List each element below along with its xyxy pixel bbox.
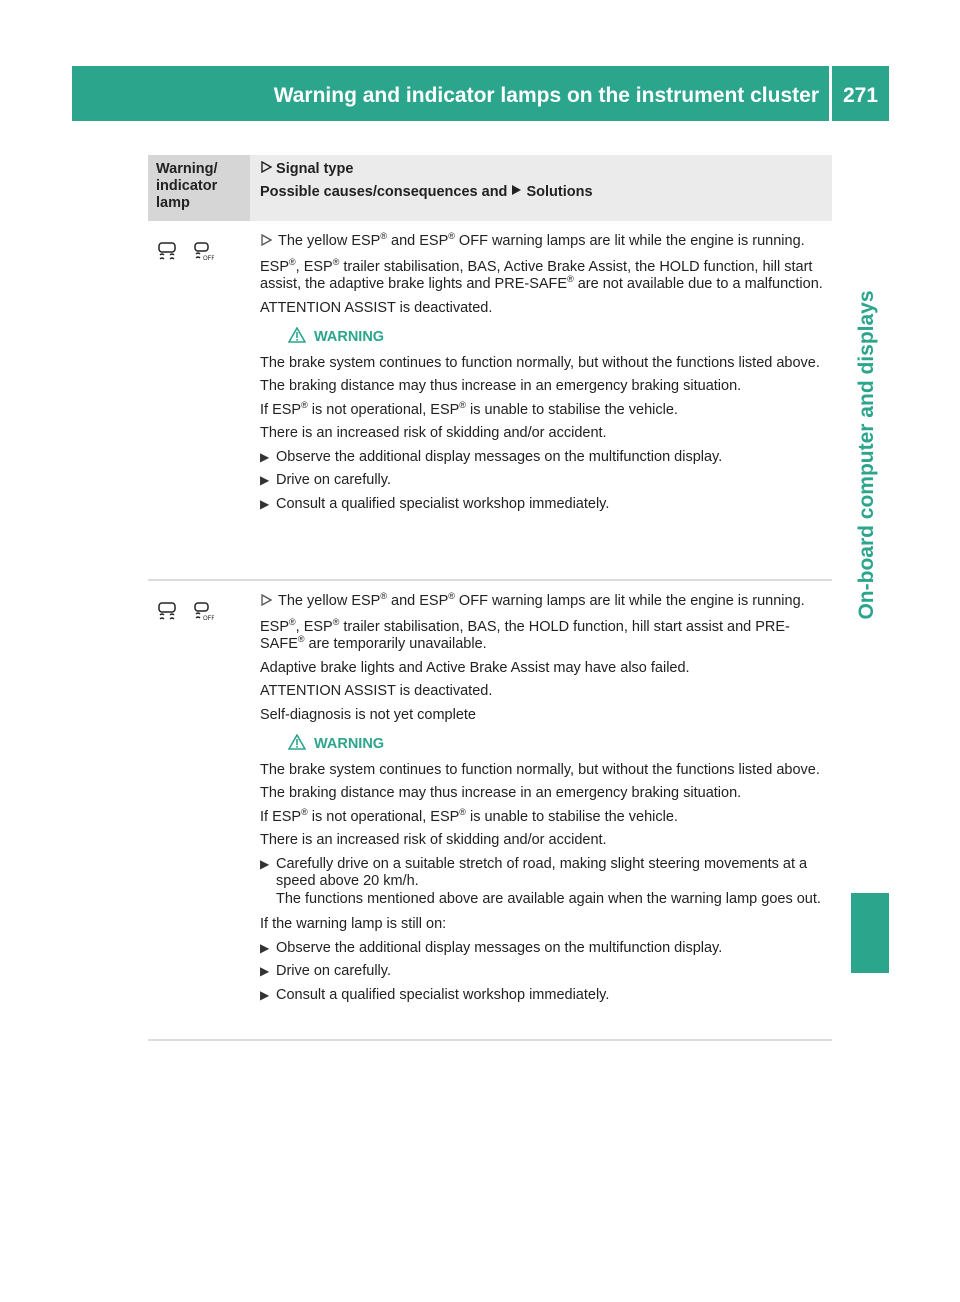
list-item <box>260 449 826 467</box>
warning-triangle-icon <box>288 734 314 756</box>
action-arrow-icon: ▶ <box>260 964 270 978</box>
list-item <box>260 963 826 981</box>
list-item <box>260 940 826 958</box>
page-header <box>72 66 889 121</box>
warning-text: If ESP® is not operational, ESP® is unable to stabilise the vehicle. <box>260 806 678 825</box>
action-text: Observe the additional display messages on the multifunction display. <box>276 939 723 956</box>
signal-triangle-icon <box>260 233 272 253</box>
action-arrow-icon <box>511 184 526 200</box>
lamp-table <box>148 155 832 1041</box>
signal-triangle-icon <box>260 161 276 177</box>
list-item <box>260 987 826 1005</box>
warning-heading <box>288 327 826 349</box>
warning-triangle-icon <box>288 327 314 349</box>
column-lamp-header: Warning/ indicator lamp <box>148 155 250 221</box>
warning-text: The brake system continues to function normally, but without the functions listed above. <box>260 354 820 371</box>
action-text: Carefully drive on a suitable stretch of road, making slight steering movements at a speed above 20 km/h. <box>276 855 808 889</box>
warning-text: There is an increased risk of skidding and/or accident. <box>260 832 607 848</box>
esp-lamp-icon <box>156 241 178 266</box>
warning-text: The braking distance may thus increase in an emergency braking situation. <box>260 378 742 394</box>
row-content <box>250 221 832 579</box>
cause-text: ESP®, ESP® trailer stabilisation, BAS, Active Brake Assist, the HOLD function, hill start assist, the adaptive brake lights and PRE-SAFE® are not available due to a malfunction. <box>260 256 823 292</box>
table-header <box>148 155 832 221</box>
side-tab-marker <box>851 893 889 973</box>
table-row <box>148 581 832 1041</box>
table-row <box>148 221 832 581</box>
list-item <box>260 496 826 514</box>
side-tab-label: On-board computer and displays <box>855 290 878 620</box>
solutions-label: Solutions <box>526 184 593 200</box>
esp-off-lamp-icon <box>192 601 214 626</box>
warning-text: The brake system continues to function normally, but without the functions listed above. <box>260 761 820 778</box>
warning-label: WARNING <box>314 736 385 752</box>
esp-lamp-icon <box>156 601 178 626</box>
causes-label: Possible causes/consequences and <box>260 184 508 200</box>
warning-text: There is an increased risk of skidding and/or accident. <box>260 425 607 441</box>
warning-label: WARNING <box>314 329 385 345</box>
lamp-cell <box>148 581 250 1039</box>
svg-text:OFF: OFF <box>203 256 214 261</box>
action-text: Observe the additional display messages on the multifunction display. <box>276 448 723 465</box>
side-tab <box>845 190 889 720</box>
action-text: Consult a qualified specialist workshop immediately. <box>276 495 610 512</box>
header-title: Warning and indicator lamps on the instrument cluster <box>273 84 819 107</box>
column-signal-header <box>250 155 832 221</box>
warning-text: The braking distance may thus increase in an emergency braking situation. <box>260 785 742 801</box>
list-item <box>260 856 826 909</box>
page-number: 271 <box>842 84 879 107</box>
row-content <box>250 581 832 1039</box>
action-arrow-icon: ▶ <box>260 856 270 871</box>
cause-text: ESP®, ESP® trailer stabilisation, BAS, the HOLD function, hill start assist and PRE-SAFE® are temporarily unavailable. <box>260 616 790 652</box>
action-arrow-icon: ▶ <box>260 496 270 511</box>
signal-type-label: Signal type <box>276 161 354 177</box>
cause-text: ATTENTION ASSIST is deactivated. <box>260 683 493 699</box>
cause-text: ATTENTION ASSIST is deactivated. <box>260 299 493 316</box>
cause-text: Adaptive brake lights and Active Brake Assist may have also failed. <box>260 659 690 676</box>
action-text: Drive on carefully. <box>276 963 391 979</box>
cause-text: If the warning lamp is still on: <box>260 916 447 932</box>
lamp-cell <box>148 221 250 579</box>
cause-text: Self-diagnosis is not yet complete <box>260 706 476 723</box>
warning-heading <box>288 734 826 756</box>
action-text: Consult a qualified specialist workshop immediately. <box>276 986 610 1003</box>
esp-off-lamp-icon <box>192 241 214 266</box>
action-text: Drive on carefully. <box>276 472 391 488</box>
action-arrow-icon: ▶ <box>260 940 270 955</box>
warning-text: If ESP® is not operational, ESP® is unable to stabilise the vehicle. <box>260 399 678 418</box>
svg-text:OFF: OFF <box>203 616 214 621</box>
action-arrow-icon: ▶ <box>260 987 270 1002</box>
signal-triangle-icon <box>260 593 272 613</box>
signal-text: The yellow ESP® and ESP® OFF warning lamps are lit while the engine is running. <box>278 591 805 609</box>
action-arrow-icon: ▶ <box>260 473 270 487</box>
list-item <box>260 472 826 490</box>
signal-text: The yellow ESP® and ESP® OFF warning lamps are lit while the engine is running. <box>278 231 805 249</box>
action-arrow-icon: ▶ <box>260 449 270 464</box>
action-note: The functions mentioned above are available again when the warning lamp goes out. <box>276 890 821 907</box>
